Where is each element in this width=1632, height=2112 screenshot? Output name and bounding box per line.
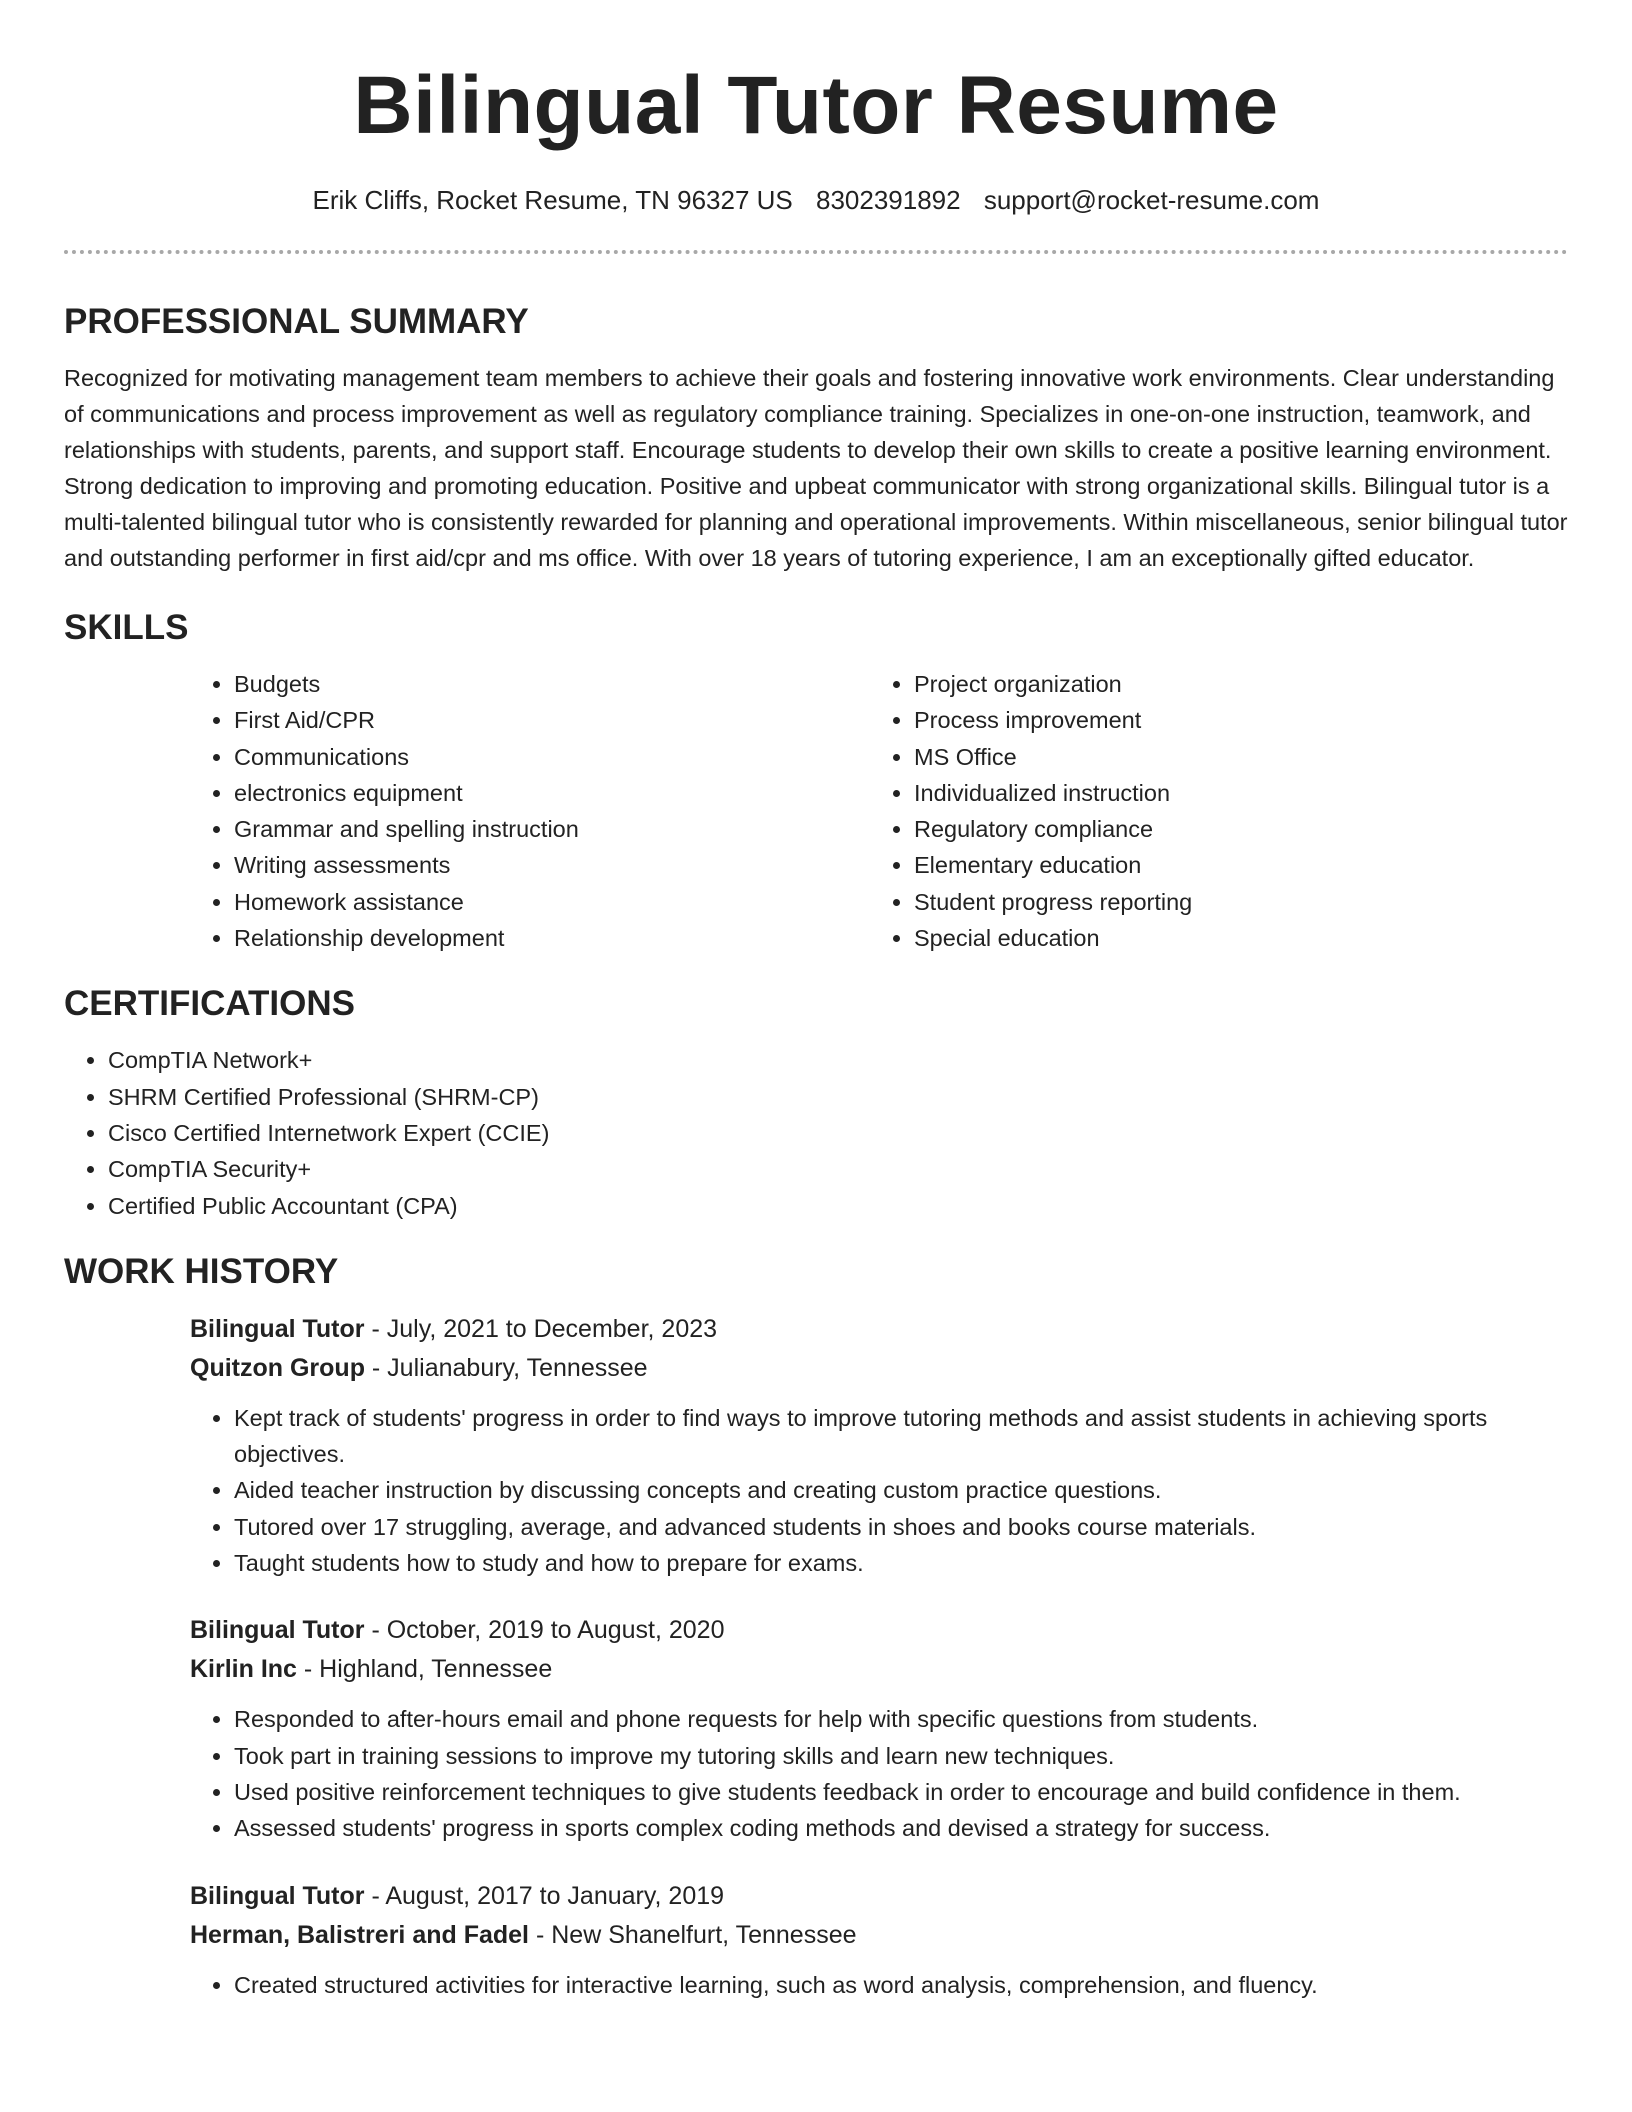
- contact-email: support@rocket-resume.com: [983, 185, 1320, 215]
- contact-phone: 8302391892: [815, 185, 961, 215]
- certifications-heading: CERTIFICATIONS: [64, 984, 356, 1024]
- skills-left-column: [190, 666, 870, 956]
- resume-title: Bilingual Tutor Resume: [353, 60, 1279, 151]
- job-title: Bilingual Tutor: [190, 1881, 365, 1910]
- certification-item: • Certified Public Accountant (CPA): [108, 1188, 1568, 1224]
- skill-item: • Special education: [914, 920, 1550, 956]
- job-company: Kirlin Inc: [190, 1655, 297, 1684]
- certification-item: • CompTIA Security+: [108, 1151, 1568, 1187]
- contact-address: Erik Cliffs, Rocket Resume, TN 96327 US: [312, 185, 793, 215]
- job-duty: • Taught students how to study and how to prepare for exams.: [234, 1545, 1568, 1581]
- skill-item: • First Aid/CPR: [234, 702, 870, 738]
- job-company-line: [190, 1916, 1568, 1955]
- job-dates: - July, 2021 to December, 2023: [364, 1314, 718, 1343]
- job-duty: • Aided teacher instruction by discussing concepts and creating custom practice questions.: [234, 1472, 1568, 1508]
- job-title-line: [190, 1310, 1568, 1349]
- skill-item: • Elementary education: [914, 847, 1550, 883]
- contact-line: [64, 180, 1568, 220]
- skills-right-column: [870, 666, 1550, 956]
- skill-item: • Regulatory compliance: [914, 811, 1550, 847]
- skill-item: • Communications: [234, 739, 870, 775]
- job-duty: • Used positive reinforcement techniques to give students feedback in order to encourage and build confidence in them.: [234, 1774, 1568, 1810]
- job-title: Bilingual Tutor: [190, 1314, 365, 1343]
- skills-columns: [190, 666, 1568, 956]
- skills-heading: SKILLS: [64, 608, 189, 647]
- job-duty: • Took part in training sessions to improve my tutoring skills and learn new techniques.: [234, 1738, 1568, 1774]
- summary-heading: PROFESSIONAL SUMMARY: [64, 302, 529, 341]
- job-duties-list: [190, 1400, 1568, 1581]
- job-duties-list: [190, 1701, 1568, 1846]
- work-history-heading: WORK HISTORY: [64, 1251, 339, 1291]
- skill-item: • electronics equipment: [234, 775, 870, 811]
- certifications-list: [64, 1042, 1568, 1223]
- certification-item: • SHRM Certified Professional (SHRM-CP): [108, 1079, 1568, 1115]
- job-duty: • Assessed students' progress in sports complex coding methods and devised a strategy for success.: [234, 1810, 1568, 1846]
- job-entry-1: [190, 1310, 1568, 1581]
- job-entry-2: [190, 1611, 1568, 1846]
- skill-item: • Process improvement: [914, 702, 1550, 738]
- job-duty: • Created structured activities for interactive learning, such as word analysis, comprehension, and fluency.: [234, 1967, 1568, 2003]
- skills-right-list: [870, 666, 1550, 956]
- job-title: Bilingual Tutor: [190, 1616, 365, 1645]
- job-duty: • Responded to after-hours email and phone requests for help with specific questions from students.: [234, 1701, 1568, 1737]
- certification-item: • Cisco Certified Internetwork Expert (CCIE): [108, 1115, 1568, 1151]
- skill-item: • Budgets: [234, 666, 870, 702]
- job-dates: - October, 2019 to August, 2020: [364, 1616, 725, 1645]
- job-duty: • Kept track of students' progress in order to find ways to improve tutoring methods and assist students in achieving sports objectives.: [234, 1400, 1568, 1473]
- job-title-line: [190, 1877, 1568, 1916]
- skill-item: • Homework assistance: [234, 884, 870, 920]
- skill-item: • Project organization: [914, 666, 1550, 702]
- job-company: Quitzon Group: [190, 1353, 365, 1382]
- job-entry-3: [190, 1877, 1568, 2003]
- header-divider: [64, 250, 1568, 254]
- job-location: - Julianabury, Tennessee: [364, 1353, 648, 1382]
- resume-page: [64, 0, 1568, 2003]
- job-duties-list: [190, 1967, 1568, 2003]
- skill-item: • Relationship development: [234, 920, 870, 956]
- job-title-line: [190, 1611, 1568, 1650]
- job-company: Herman, Balistreri and Fadel: [190, 1920, 530, 1949]
- skill-item: • Grammar and spelling instruction: [234, 811, 870, 847]
- job-company-line: [190, 1650, 1568, 1689]
- certification-item: • CompTIA Network+: [108, 1042, 1568, 1078]
- summary-text: Recognized for motivating management team members to achieve their goals and fostering innovative work environments. Clear understanding of communications and process improvement as well as regulatory compliance training. Specializes in one-on-one instruction, teamwork, and relationships with students, parents, and support staff. Encourage students to develop their own skills to create a positive learning environment. Strong dedication to improving and promoting education. Positive and upbeat communicator with strong organizational skills. Bilingual tutor is a multi-talented bilingual tutor who is consistently rewarded for planning and operational improvements. Within miscellaneous, senior bilingual tutor and outstanding performer in first aid/cpr and ms office. With over 18 years of tutoring experience, I am an exceptionally gifted educator.: [64, 365, 1568, 571]
- job-dates: - August, 2017 to January, 2019: [364, 1881, 725, 1910]
- skill-item: • Individualized instruction: [914, 775, 1550, 811]
- skill-item: • MS Office: [914, 739, 1550, 775]
- job-location: - New Shanelfurt, Tennessee: [529, 1920, 857, 1949]
- skill-item: • Student progress reporting: [914, 884, 1550, 920]
- job-company-line: [190, 1349, 1568, 1388]
- skill-item: • Writing assessments: [234, 847, 870, 883]
- job-location: - Highland, Tennessee: [296, 1655, 553, 1684]
- job-duty: • Tutored over 17 struggling, average, and advanced students in shoes and books course materials.: [234, 1509, 1568, 1545]
- skills-left-list: [190, 666, 870, 956]
